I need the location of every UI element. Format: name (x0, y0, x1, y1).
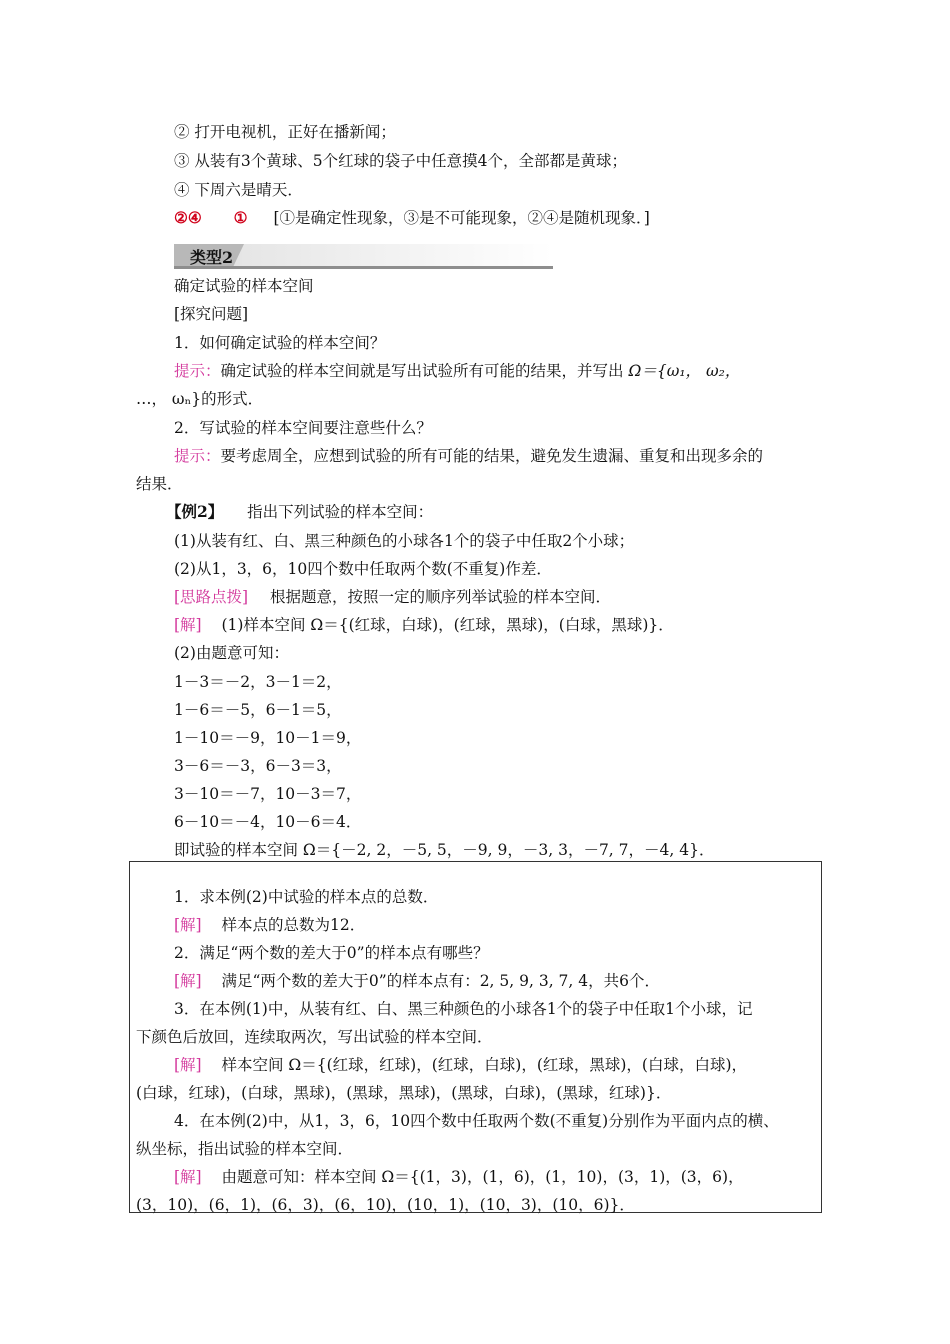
answer-certain: ① (233, 208, 248, 227)
explore-heading: [探究问题] (174, 305, 249, 323)
practice-4-answer-text: 由题意可知：样本空间 Ω＝{(1，3)，(1，6)，(1，10)，(3，1)，(3，6)， (221, 1168, 744, 1186)
practice-1-answer-text: 样本点的总数为12． (221, 916, 366, 934)
practice-4-answer-line-2: (3，10)，(6，1)，(6，3)，(6，10)，(10，1)，(10，3)，(10，6)}． (136, 1196, 635, 1214)
sample-space-conclusion: 即试验的样本空间 Ω＝{－2, 2，－5, 5，－9, 9，－3, 3，－7, 7，－4, 4}． (174, 841, 715, 859)
solution-1-text: (1)样本空间 Ω＝{(红球，白球)，(红球，黑球)，(白球，黑球)}． (221, 616, 674, 634)
solution-label: [解] (174, 916, 202, 934)
section-heading (174, 244, 553, 269)
practice-2-answer (174, 971, 660, 991)
hint-2-text: 要考虑周全，应想到试验的所有可能的结果，避免发生遗漏、重复和出现多余的 (220, 447, 764, 465)
example-item-1: (1)从装有红、白、黑三种颜色的小球各1个的袋子中任取2个小球； (174, 532, 635, 550)
hint-label: 提示： (174, 362, 221, 380)
practice-4-answer-line-1 (174, 1167, 744, 1187)
practice-3-answer-text: 样本空间 Ω＝{(红球，红球)，(红球，白球)，(红球，黑球)，(白球，白球)， (221, 1056, 748, 1074)
hint-2-line-2: 结果． (136, 475, 183, 493)
calc-line: 1－10＝－9，10－1＝9， (174, 729, 362, 747)
solution-label: [解] (174, 1168, 202, 1186)
solution-label: [解] (174, 616, 202, 634)
omega-symbol: Ω＝{ (628, 362, 667, 380)
omega-elements: ω₁， ω₂， (666, 362, 741, 380)
hint-2-line-1 (174, 446, 763, 466)
hint-1-text: 确定试验的样本空间就是写出试验所有可能的结果，并写出 (220, 362, 624, 380)
tip-line (174, 587, 611, 607)
example-heading (166, 502, 433, 522)
option-2: ② 打开电视机，正好在播新闻； (174, 123, 396, 141)
answer-random: ②④ (174, 208, 202, 227)
option-3: ③ 从装有3个黄球、5个红球的袋子中任意摸4个，全部都是黄球； (174, 152, 628, 170)
practice-1-answer (174, 915, 365, 935)
option-4: ④ 下周六是晴天． (174, 181, 303, 199)
section-title: 确定试验的样本空间 (174, 277, 314, 295)
calc-line: 3－6＝－3，6－3＝3， (174, 757, 342, 775)
practice-3-question-line-2: 下颜色后放回，连续取两次，写出试验的样本空间． (136, 1028, 493, 1046)
calc-line: 6－10＝－4，10－6＝4． (174, 813, 362, 831)
solution-label: [解] (174, 1056, 202, 1074)
example-label: 【例2】 (166, 502, 224, 521)
example-prompt: 指出下列试验的样本空间： (247, 503, 434, 521)
calc-line: 3－10＝－7，10－3＝7， (174, 785, 362, 803)
calc-line: 1－3＝－2，3－1＝2， (174, 673, 342, 691)
answer-note: [①是确定性现象，③是不可能现象，②④是随机现象．] (273, 209, 650, 227)
calc-line: 1－6＝－5，6－1＝5， (174, 701, 342, 719)
solution-2-intro: (2)由题意可知： (174, 644, 289, 662)
question-1: 1．如何确定试验的样本空间？ (174, 334, 386, 352)
answer-line (174, 208, 650, 228)
practice-4-question-line-2: 纵坐标，指出试验的样本空间． (136, 1140, 354, 1158)
practice-4-question-line-1: 4．在本例(2)中，从1，3，6，10四个数中任取两个数(不重复)分别作为平面内点的横、 (174, 1112, 779, 1130)
hint-1-line-2: …， ωₙ}的形式． (136, 390, 264, 408)
solution-label: [解] (174, 972, 202, 990)
tip-text: 根据题意，按照一定的顺序列举试验的样本空间． (269, 588, 611, 606)
practice-2-answer-text: 满足“两个数的差大于0”的样本点有：2, 5, 9, 3, 7, 4，共6个． (221, 972, 660, 990)
question-2: 2．写试验的样本空间要注意些什么？ (174, 419, 432, 437)
hint-label: 提示： (174, 447, 221, 465)
practice-3-answer-line-1 (174, 1055, 747, 1075)
example-item-2: (2)从1，3，6，10四个数中任取两个数(不重复)作差． (174, 560, 552, 578)
practice-2-question: 2．满足“两个数的差大于0”的样本点有哪些？ (174, 944, 489, 962)
hint-1-line-1 (174, 361, 740, 381)
section-tag: 类型2 (190, 248, 234, 267)
practice-3-answer-line-2: (白球，红球)，(白球，黑球)，(黑球，黑球)，(黑球，白球)，(黑球，红球)}． (136, 1084, 672, 1102)
tip-label: [思路点拨] (174, 588, 249, 606)
practice-3-question-line-1: 3．在本例(1)中，从装有红、白、黑三种颜色的小球各1个的袋子中任取1个小球，记 (174, 1000, 753, 1018)
practice-1-question: 1．求本例(2)中试验的样本点的总数． (174, 888, 439, 906)
solution-1 (174, 615, 674, 635)
